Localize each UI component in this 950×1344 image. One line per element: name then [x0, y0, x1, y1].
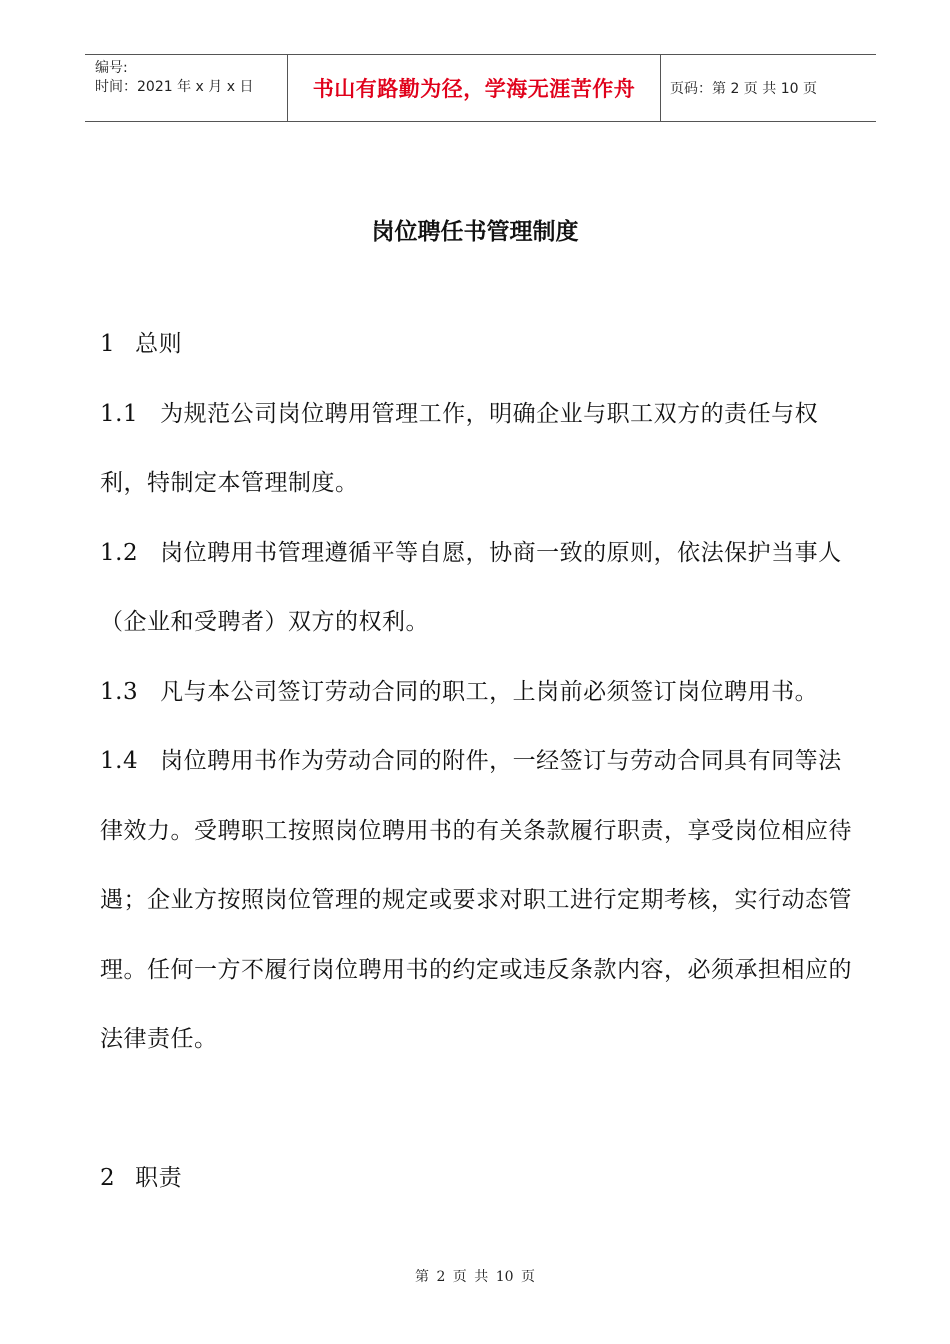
- clause-number: 1.3: [100, 678, 139, 705]
- clause-text: 凡与本公司签订劳动合同的职工，上岗前必须签订岗位聘用书。: [160, 678, 819, 705]
- section-heading-2: [100, 1144, 862, 1214]
- clause-1-1: [100, 380, 862, 519]
- clause-1-2: [100, 519, 862, 658]
- section-number: 1: [100, 331, 116, 357]
- section-title: 职责: [135, 1164, 183, 1191]
- page-header: [85, 54, 876, 122]
- clause-number: 1.1: [100, 400, 139, 427]
- header-page-label: 页码：第 2 页 共 10 页: [670, 81, 817, 97]
- document-number-label: 编号:: [95, 60, 128, 76]
- clause-text: 为规范公司岗位聘用管理工作，明确企业与职工双方的责任与权利，特制定本管理制度。: [100, 400, 819, 496]
- clause-1-3: [100, 658, 862, 728]
- document-date-label: 时间：2021 年 x 月 x 日: [95, 79, 254, 95]
- document-body: [100, 310, 862, 1213]
- clause-text: 岗位聘用书作为劳动合同的附件，一经签订与劳动合同具有同等法律效力。受聘职工按照岗位聘用书的有关条款履行职责，享受岗位相应待遇；企业方按照岗位管理的规定或要求对职工进行定期考核，实行动态管理。任何一方不履行岗位聘用书的约定或违反条款内容，必须承担相应的法律责任。: [100, 748, 852, 1052]
- header-meta: [85, 55, 287, 121]
- clause-text: 岗位聘用书管理遵循平等自愿，协商一致的原则，依法保护当事人（企业和受聘者）双方的权利。: [100, 539, 842, 635]
- page-footer: 第 2 页 共 10 页: [415, 1269, 535, 1285]
- section-title: 总则: [135, 331, 183, 357]
- clause-number: 1.4: [100, 748, 139, 774]
- section-number: 2: [100, 1164, 116, 1191]
- clause-1-4: [100, 727, 862, 1075]
- section-heading-1: [100, 310, 862, 380]
- clause-number: 1.2: [100, 539, 139, 566]
- document-title: 岗位聘任书管理制度: [371, 219, 579, 245]
- header-motto: 书山有路勤为径，学海无涯苦作舟: [287, 55, 661, 121]
